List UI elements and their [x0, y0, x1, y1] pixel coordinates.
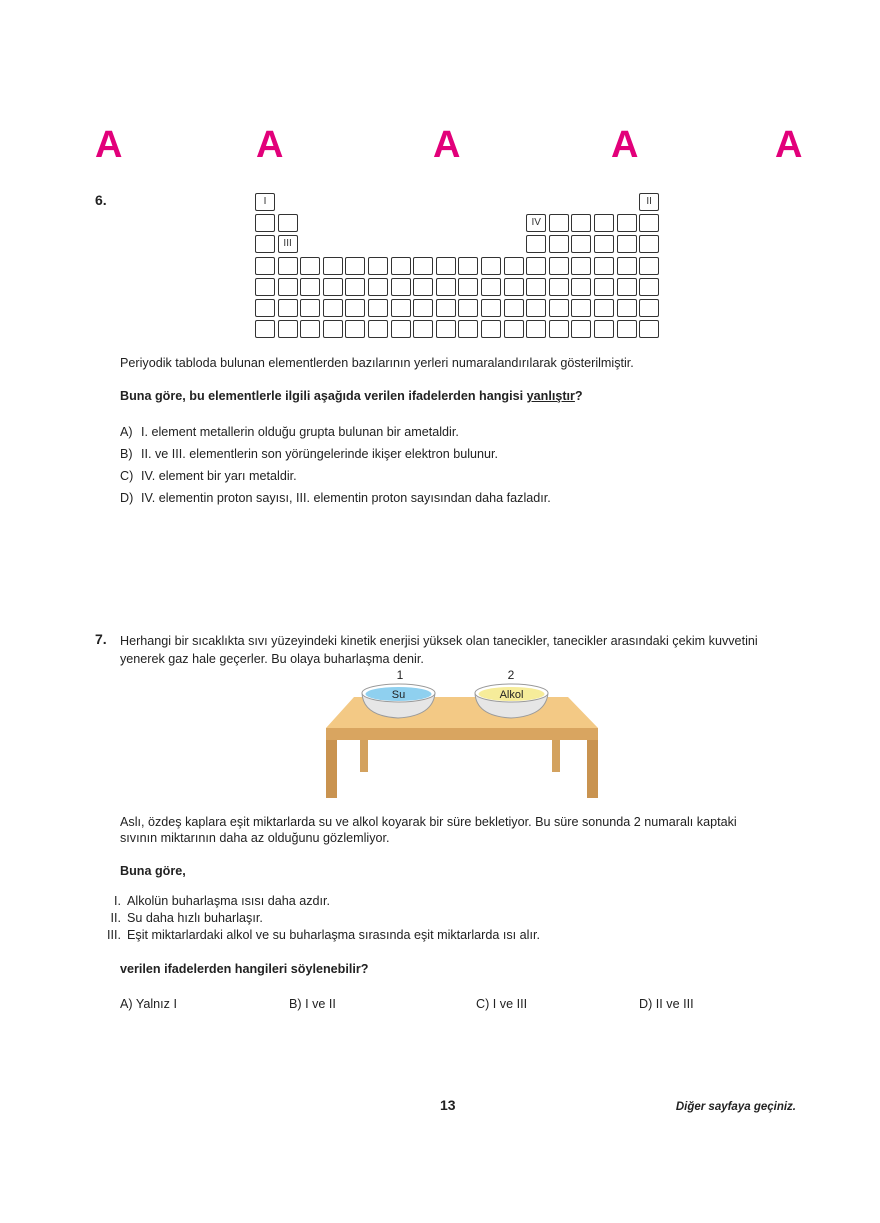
element-cell: [458, 320, 478, 338]
q6-intro: Periyodik tabloda bulunan elementlerden bazılarının yerleri numaralandırılarak gösterilmiştir.: [120, 356, 634, 370]
question-7-number: 7.: [95, 631, 107, 647]
element-cell: [594, 214, 614, 232]
element-cell: [481, 278, 501, 296]
page-number: 13: [440, 1097, 456, 1113]
element-cell: [436, 257, 456, 275]
element-cell: [278, 320, 298, 338]
element-cell: [504, 299, 524, 317]
element-cell: [345, 278, 365, 296]
element-cell: [278, 278, 298, 296]
table-leg-front-left: [326, 740, 337, 798]
element-cell: [278, 299, 298, 317]
element-cell: [571, 214, 591, 232]
element-cell: [549, 257, 569, 275]
q7-desc-line-2: sıvının miktarının daha az olduğunu gözlemliyor.: [120, 831, 390, 845]
bowl-2-number: 2: [507, 668, 515, 682]
element-cell: [571, 320, 591, 338]
periodic-table: [255, 193, 661, 341]
element-cell: [323, 299, 343, 317]
q7-intro-line-1: Herhangi bir sıcaklıkta sıvı yüzeyindeki kinetik enerjisi yüksek olan tanecikler, tanecikler arasındaki çekim kuvvetini: [120, 634, 758, 648]
element-cell: [413, 257, 433, 275]
element-cell-ii: II: [639, 193, 659, 211]
element-cell: [571, 299, 591, 317]
element-cell: [481, 320, 501, 338]
table-illustration: [320, 666, 605, 801]
element-cell: [571, 278, 591, 296]
element-cell: [594, 299, 614, 317]
element-cell: [549, 299, 569, 317]
element-cell: [639, 235, 659, 253]
q6-option-c[interactable]: C) IV. element bir yarı metaldir.: [120, 469, 297, 483]
element-cell: [639, 278, 659, 296]
booklet-letter: A: [256, 124, 284, 166]
element-cell: [549, 278, 569, 296]
element-cell: [255, 214, 275, 232]
element-cell: [549, 214, 569, 232]
q6-question-emphasis: yanlıştır: [526, 389, 575, 403]
q7-question: verilen ifadelerden hangileri söylenebilir?: [120, 962, 369, 976]
q7-desc-line-1: Aslı, özdeş kaplara eşit miktarlarda su ve alkol koyarak bir süre bekletiyor. Bu süre sonunda 2 numaralı kaptaki: [120, 815, 737, 829]
bowl-1-label: Su: [391, 689, 406, 701]
element-cell: [594, 235, 614, 253]
q6-option-b[interactable]: B) II. ve III. elementlerin son yörüngelerinde ikişer elektron bulunur.: [120, 447, 499, 461]
element-cell: [255, 235, 275, 253]
element-cell: [481, 257, 501, 275]
bowl-1-number: 1: [396, 668, 404, 682]
element-cell-i: I: [255, 193, 275, 211]
element-cell: [368, 320, 388, 338]
element-cell: [458, 257, 478, 275]
element-cell: [617, 278, 637, 296]
q6-question: Buna göre, bu elementlerle ilgili aşağıda verilen ifadelerden hangisi yanlıştır?: [120, 389, 583, 403]
element-cell: [368, 257, 388, 275]
element-cell: [278, 214, 298, 232]
element-cell: [549, 320, 569, 338]
element-cell: [391, 320, 411, 338]
element-cell: [255, 320, 275, 338]
q7-statement-2: II. Su daha hızlı buharlaşır.: [110, 911, 263, 925]
booklet-letter: A: [775, 124, 803, 166]
element-cell: [255, 299, 275, 317]
element-cell: [617, 257, 637, 275]
element-cell: [345, 257, 365, 275]
element-cell: [413, 299, 433, 317]
element-cell: [639, 299, 659, 317]
booklet-letter: A: [433, 124, 461, 166]
element-cell: [323, 320, 343, 338]
element-cell: [594, 278, 614, 296]
element-cell: [458, 278, 478, 296]
booklet-letter: A: [95, 124, 123, 166]
element-cell: [594, 257, 614, 275]
element-cell: [436, 278, 456, 296]
element-cell: [526, 299, 546, 317]
booklet-letter: A: [611, 124, 639, 166]
element-cell: [300, 299, 320, 317]
element-cell: [323, 278, 343, 296]
element-cell: [345, 320, 365, 338]
element-cell: [526, 235, 546, 253]
q7-statement-3: III. Eşit miktarlardaki alkol ve su buharlaşma sırasında eşit miktarlarda ısı alır.: [107, 928, 540, 942]
element-cell: [323, 257, 343, 275]
element-cell: [368, 299, 388, 317]
table-apron: [326, 728, 598, 740]
element-cell: [594, 320, 614, 338]
element-cell: [436, 320, 456, 338]
element-cell-iii: III: [278, 235, 298, 253]
element-cell: [639, 257, 659, 275]
element-cell: [300, 278, 320, 296]
element-cell: [639, 214, 659, 232]
element-cell: [571, 257, 591, 275]
element-cell: [345, 299, 365, 317]
q7-option-b[interactable]: B) I ve II: [289, 997, 336, 1011]
element-cell: [436, 299, 456, 317]
element-cell: [526, 320, 546, 338]
element-cell: [255, 278, 275, 296]
element-cell: [504, 320, 524, 338]
q7-option-a[interactable]: A) Yalnız I: [120, 997, 177, 1011]
q7-intro-line-2: yenerek gaz hale geçerler. Bu olaya buharlaşma denir.: [120, 652, 424, 666]
element-cell: [413, 278, 433, 296]
q6-option-d[interactable]: D) IV. elementin proton sayısı, III. elementin proton sayısından daha fazladır.: [120, 491, 551, 505]
q7-statement-1: I. Alkolün buharlaşma ısısı daha azdır.: [114, 894, 331, 908]
element-cell: [391, 278, 411, 296]
element-cell: [391, 299, 411, 317]
element-cell: [391, 257, 411, 275]
question-6-number: 6.: [95, 192, 107, 208]
element-cell: [504, 257, 524, 275]
element-cell: [549, 235, 569, 253]
element-cell: [278, 257, 298, 275]
table-leg-back-left: [360, 736, 368, 772]
element-cell: [368, 278, 388, 296]
element-cell: [300, 257, 320, 275]
element-cell-iv: IV: [526, 214, 546, 232]
q7-option-d[interactable]: D) II ve III: [639, 997, 694, 1011]
q6-option-a[interactable]: A) I. element metallerin olduğu grupta bulunan bir ametaldir.: [120, 425, 459, 439]
element-cell: [413, 320, 433, 338]
element-cell: [617, 299, 637, 317]
element-cell: [617, 235, 637, 253]
element-cell: [526, 257, 546, 275]
element-cell: [617, 320, 637, 338]
bowl-2-label: Alkol: [499, 689, 524, 701]
table-leg-front-right: [587, 740, 598, 798]
q7-lead: Buna göre,: [120, 864, 186, 878]
element-cell: [617, 214, 637, 232]
table-leg-back-right: [552, 736, 560, 772]
element-cell: [300, 320, 320, 338]
element-cell: [255, 257, 275, 275]
element-cell: [571, 235, 591, 253]
next-page-note: Diğer sayfaya geçiniz.: [675, 1101, 796, 1113]
q7-option-c[interactable]: C) I ve III: [476, 997, 528, 1011]
element-cell: [639, 320, 659, 338]
element-cell: [481, 299, 501, 317]
element-cell: [526, 278, 546, 296]
element-cell: [458, 299, 478, 317]
element-cell: [504, 278, 524, 296]
